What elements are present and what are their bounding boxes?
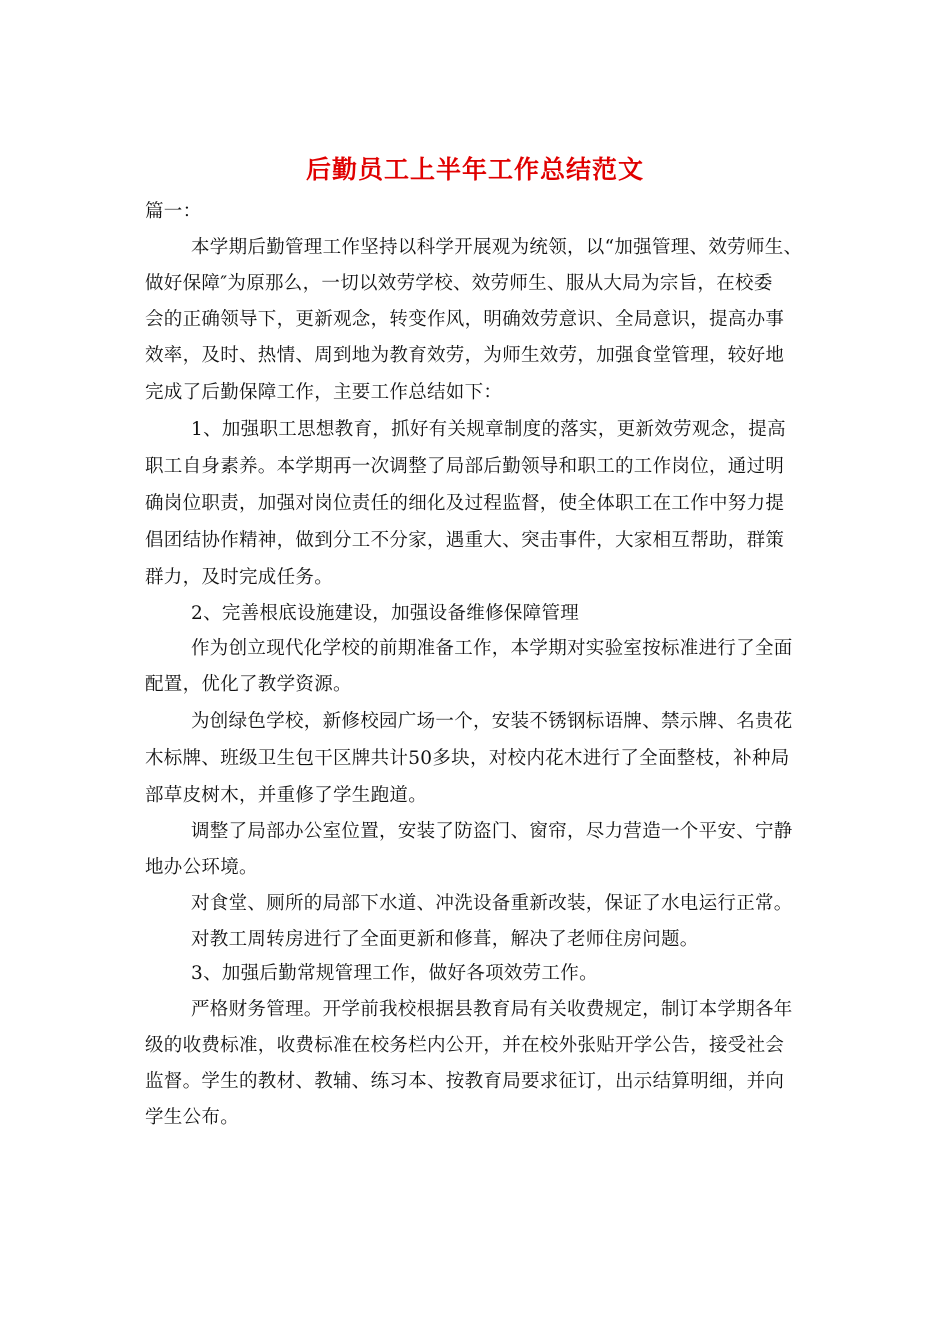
text-line: 监督。学生的教材、教辅、练习本、按教育局要求征订，出示结算明细，并向	[145, 1071, 785, 1092]
document-title: 后勤员工上半年工作总结范文	[305, 155, 644, 184]
text-line: 对食堂、厕所的局部下水道、冲洗设备重新改装，保证了水电运行正常。	[191, 893, 793, 914]
text-line: 本学期后勤管理工作坚持以科学开展观为统领，以“加强管理、效劳师生、	[191, 237, 803, 258]
text-line: 部草皮树木，并重修了学生跑道。	[145, 785, 428, 806]
text-line: 级的收费标准，收费标准在校务栏内公开，并在校外张贴开学公告，接受社会	[145, 1035, 785, 1056]
text-line: 3、加强后勤常规管理工作，做好各项效劳工作。	[191, 963, 598, 984]
text-line: 确岗位职责，加强对岗位责任的细化及过程监督，使全体职工在工作中努力提	[145, 493, 785, 514]
text-line: 做好保障″为原那么，一切以效劳学校、效劳师生、服从大局为宗旨，在校委	[145, 273, 773, 294]
text-line: 配置，优化了教学资源。	[145, 674, 352, 695]
text-line: 作为创立现代化学校的前期准备工作，本学期对实验室按标准进行了全面	[191, 638, 793, 659]
text-line: 完成了后勤保障工作，主要工作总结如下：	[145, 382, 503, 403]
text-line: 职工自身素养。本学期再一次调整了局部后勤领导和职工的工作岗位，通过明	[145, 456, 785, 477]
text-line: 调整了局部办公室位置，安装了防盗门、窗帘，尽力营造一个平安、宁静	[191, 821, 793, 842]
text-line: 为创绿色学校，新修校园广场一个，安装不锈钢标语牌、禁示牌、名贵花	[191, 711, 793, 732]
text-line: 地办公环境。	[145, 857, 258, 878]
text-line: 群力，及时完成任务。	[145, 567, 334, 588]
text-line: 木标牌、班级卫生包干区牌共计50多块，对校内花木进行了全面整枝，补种局	[145, 748, 790, 769]
text-line: 效率，及时、热情、周到地为教育效劳，为师生效劳，加强食堂管理，较好地	[145, 345, 785, 366]
text-line: 会的正确领导下，更新观念，转变作风，明确效劳意识、全局意识，提高办事	[145, 309, 785, 330]
text-line: 学生公布。	[145, 1107, 240, 1128]
section-label: 篇一：	[145, 201, 202, 222]
text-line: 1、加强职工思想教育，抓好有关规章制度的落实，更新效劳观念，提高	[191, 419, 786, 440]
text-line: 2、完善根底设施建设，加强设备维修保障管理	[191, 603, 580, 624]
text-line: 倡团结协作精神，做到分工不分家，遇重大、突击事件，大家相互帮助，群策	[145, 530, 785, 551]
text-line: 严格财务管理。开学前我校根据县教育局有关收费规定，制订本学期各年	[191, 999, 793, 1020]
text-line: 对教工周转房进行了全面更新和修葺，解决了老师住房问题。	[191, 929, 699, 950]
